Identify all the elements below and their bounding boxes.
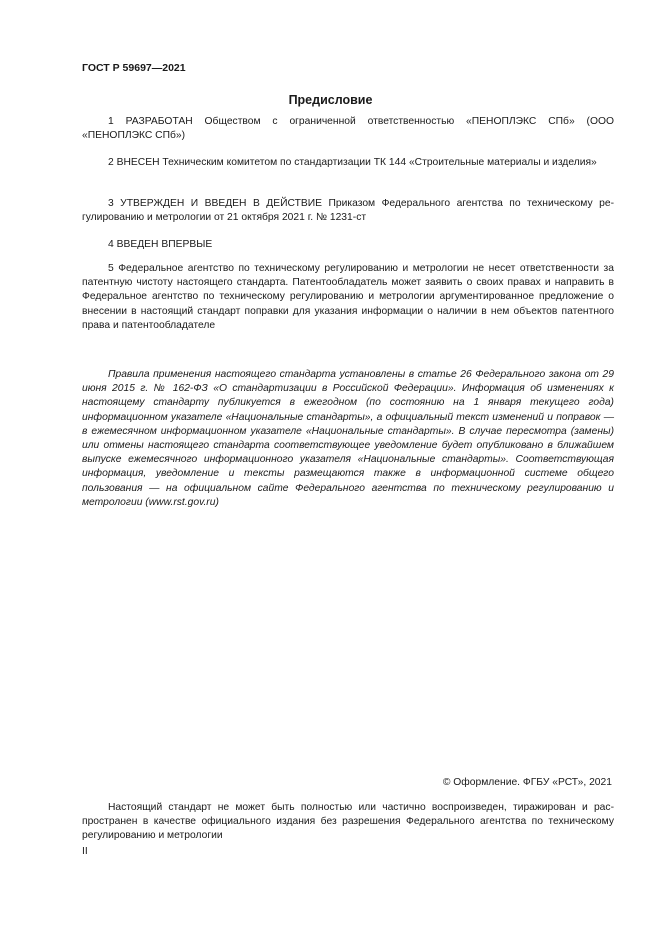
document-header-id: ГОСТ Р 59697—2021 — [82, 62, 186, 74]
section-title: Предисловие — [288, 93, 373, 107]
page-number: II — [82, 846, 88, 857]
foreword-item-4: 4 ВВЕДЕН ВПЕРВЫЕ — [108, 239, 213, 250]
foreword-item-3: 3 УТВЕРЖДЕН И ВВЕДЕН В ДЕЙСТВИЕ Приказом Федерального агентства по техническому регулированию и метрологии от 21 октября 2021 г. № 1231-ст — [82, 198, 614, 224]
foreword-item-5: 5 Федеральное агентство по техническому регулированию и метрологии не несет ответственности за патентную чистоту настоящего стандарта. Патентообладатель может заявить о своих правах и направить в Федеральное агентство по техническому регулированию и метрологии аргументированное предложение о внесении в настоящий стандарт поправки для указания информации о наличии в нем объектов патентного права и патентообладателе — [82, 263, 614, 331]
rules-of-application-note: Правила применения настоящего стандарта установлены в статье 26 Федерального закона от 29 июня 2015 г. № 162-ФЗ «О стандартизации в Российской Федерации». Информация об изменениях к настоящему стандарту публикуется в ежегодном (по состоянию на 1 января текущего года) информационном указателе «Национальные стандарты», а официальный текст изменений и поправок — в ежемесячном информационном указателе «Национальные стандарты». В случае пересмотра (замены) или отмены настоящего стандарта соответствующее уведомление будет опубликовано в ближайшем выпуске ежемесячного информационного указателя «Национальные стандарты». Соответствующая информация, уведомление и тексты размещаются также в информационной системе общего пользования — на официальном сайте Федерального агентства по техническому регулированию и метрологии (www.rst.gov.ru) — [82, 369, 614, 508]
copyright-notice: © Оформление. ФГБУ «РСТ», 2021 — [442, 777, 612, 788]
reproduction-notice: Настоящий стандарт не может быть полностью или частично воспроизведен, тиражирован и распространен в качестве официального издания без разрешения Федерального агентства по техническому регулированию и метрологии — [82, 802, 614, 842]
foreword-item-2: 2 ВНЕСЕН Техническим комитетом по стандартизации ТК 144 «Строительные материалы и изделия» — [108, 157, 597, 168]
foreword-item-1: 1 РАЗРАБОТАН Обществом с ограниченной ответственностью «ПЕНОПЛЭКС СПб» (ООО «ПЕНОПЛЭКС СПб») — [82, 116, 614, 142]
